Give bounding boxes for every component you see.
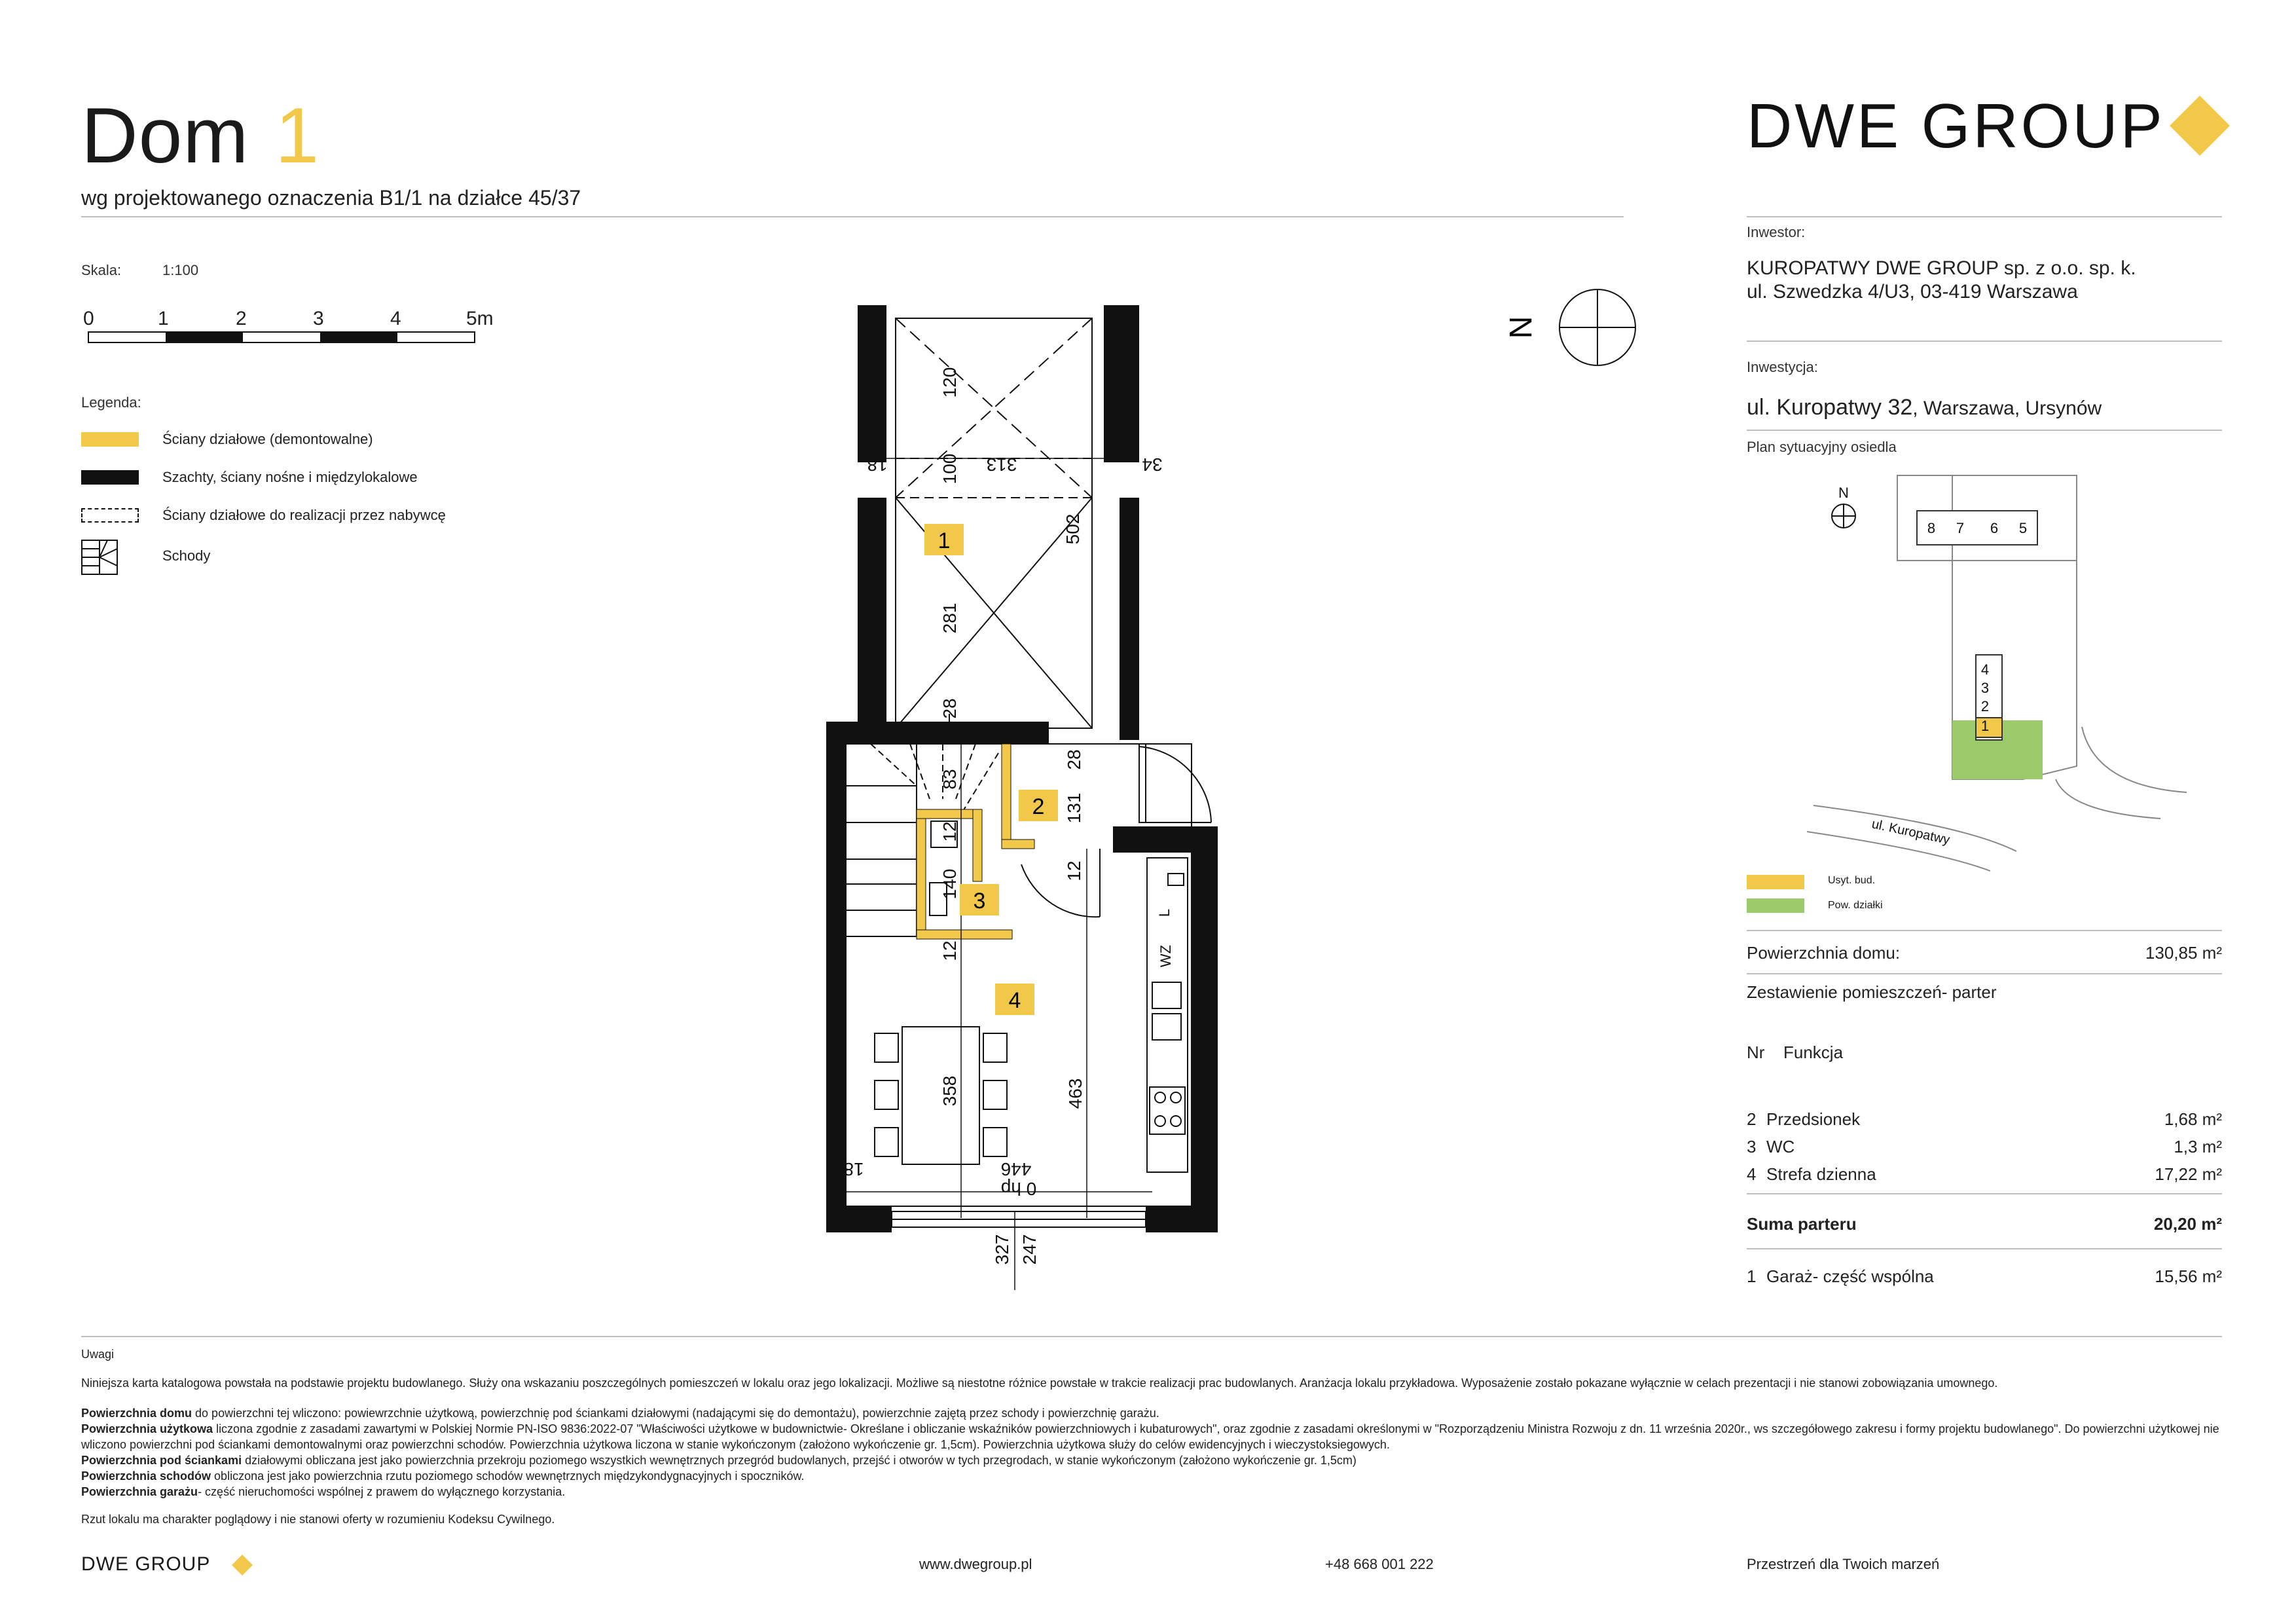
notes-title: Uwagi: [81, 1348, 115, 1361]
right-divider: [1747, 973, 2222, 974]
floor-plan: [812, 288, 1650, 1310]
investment-city: , Warszawa, Ursynów: [1912, 397, 2102, 419]
table-row: [1747, 1137, 2222, 1157]
legend-title: Legenda:: [81, 394, 141, 411]
right-divider: [1747, 430, 2222, 431]
title-text: Dom: [81, 92, 249, 179]
dim-label: 502: [1063, 513, 1083, 545]
definition-text: działowymi obliczana jest jako powierzchnia przekroju poziomego wszystkich wewnętrznych przegród budowlanych, przejść i otworów w tych przegrodach, w stanie wykończonym (założono wykończenie gr. 1,5cm): [242, 1454, 1357, 1467]
scale-ticks: [81, 308, 513, 330]
legend-item: [81, 540, 211, 575]
footer-brand-name: DWE GROUP: [81, 1553, 211, 1575]
house-label: 1: [1980, 718, 1990, 734]
definition: [81, 1405, 2235, 1421]
scale-tick: 2: [236, 308, 247, 329]
yellow-swatch: [81, 432, 139, 447]
dim-label: 358: [939, 1075, 960, 1107]
dim-label: 463: [1065, 1078, 1085, 1109]
black-swatch: [81, 470, 139, 485]
brand-name: DWE GROUP: [1747, 91, 2165, 161]
col-func: Funkcja: [1783, 1043, 1844, 1062]
scale-label: Skala:: [81, 262, 122, 278]
house-label: 5: [2018, 520, 2028, 536]
garage-area: 15,56 m²: [2155, 1266, 2222, 1286]
section-title: Zestawienie pomieszczeń- parter: [1747, 982, 1997, 1002]
brand-logo: [1747, 90, 2165, 162]
header-divider: [81, 216, 1624, 217]
room-nr: 4: [1747, 1164, 1757, 1184]
dim-label: 100: [939, 453, 960, 485]
total-row: [1747, 1214, 2222, 1234]
stairs-icon: [81, 540, 118, 575]
legend-label: Szachty, ściany nośne i międzylokalowe: [162, 469, 418, 485]
dim-label: 247: [1019, 1234, 1040, 1265]
right-divider: [1747, 930, 2222, 931]
room-area: 1,68 m²: [2164, 1109, 2222, 1129]
investment-label: Inwestycja:: [1747, 359, 1818, 375]
dashed-swatch: [81, 508, 139, 523]
investor-label: Inwestor:: [1747, 224, 1806, 240]
dim-label: 140: [939, 868, 960, 900]
footer-slogan: Przestrzeń dla Twoich marzeń: [1747, 1556, 1940, 1572]
investment-address: [1747, 396, 2102, 420]
scale-tick: 1: [158, 308, 169, 329]
total-label: Suma parteru: [1747, 1214, 1857, 1234]
definition: [81, 1421, 2235, 1452]
dim-label: 12: [939, 940, 960, 961]
room-nr: 2: [1747, 1109, 1757, 1129]
room-name: Strefa dzienna: [1766, 1164, 1876, 1184]
table-header: [1747, 1043, 2222, 1063]
house-label: 2: [1980, 698, 1990, 714]
dim-label: 120: [939, 367, 960, 398]
footer-brand: [81, 1553, 210, 1576]
right-divider: [1747, 1248, 2222, 1249]
room-name: WC: [1766, 1137, 1795, 1156]
wz-label: WZ: [1157, 944, 1174, 968]
notes-disclaimer: Rzut lokalu ma charakter poglądowy i nie stanowi oferty w rozumieniu Kodeksu Cywilnego.: [81, 1513, 555, 1526]
definition-term: Powierzchnia domu: [81, 1407, 192, 1420]
dim-label: 12: [939, 821, 960, 842]
notes-definitions: [81, 1405, 2235, 1500]
definition-term: Powierzchnia użytkowa: [81, 1422, 213, 1435]
right-divider: [1747, 1193, 2222, 1194]
dim-label: 18: [867, 454, 888, 475]
room-nr: 3: [1747, 1137, 1757, 1156]
definition-term: Powierzchnia schodów: [81, 1469, 211, 1483]
investor-line-1: KUROPATWY DWE GROUP sp. z o.o. sp. k.: [1747, 257, 2136, 279]
dim-label: 313: [986, 454, 1017, 475]
table-row: [1747, 1164, 2222, 1185]
footer-phone[interactable]: +48 668 001 222: [1325, 1556, 1434, 1572]
notes-paragraph: Niniejsza karta katalogowa powstała na podstawie projektu budowlanego. Służy ona wskazaniu poszczególnych pomieszczeń w lokalu oraz jego lokalizacji. Możliwe są niestotne różnice powstałe w trakcie realizacji prac budowlanych. Aranżacja lokalu przykładowa. Wyposażenie zostało pokazane wyłącznie w celach prezentacji i nie stanowi zobowiązania umownego.: [81, 1376, 1998, 1390]
dim-label: 28: [939, 698, 960, 719]
footer-website[interactable]: www.dwegroup.pl: [919, 1556, 1032, 1572]
legend-item: [81, 506, 446, 525]
l-label: L: [1156, 908, 1173, 917]
room-number: 4: [1008, 988, 1021, 1013]
north-label: N: [1503, 316, 1537, 339]
definition: [81, 1468, 2235, 1484]
definition: [81, 1452, 2235, 1468]
house-label: 7: [1956, 520, 1965, 536]
legend-label: Schody: [162, 547, 211, 564]
definition-text: - część nieruchomości wspólnej z prawem do wyłącznego korzystania.: [198, 1485, 566, 1498]
room-number: 3: [973, 889, 986, 913]
house-label: 6: [1990, 520, 1999, 536]
scale-tick: 3: [313, 308, 324, 329]
legend-item: [81, 430, 373, 449]
usyt-swatch: [1747, 875, 1804, 889]
dim-label: 28: [1064, 749, 1084, 770]
definition-text: liczona zgodnie z zasadami zawartymi w Polskiej Normie PN-ISO 9836:2022-07 "Właściwości użytkowe w budownictwie- Określane i obliczanie wskaźników powierzchniowych i kubaturowych", oraz zgodnie z zasadami określonymi w "Rozporządzeniu Ministra Rozwoju z dn. 11 września 2020r., ws szczegółowego zakresu i formy projektu budowlanego". Do powierzchni użytkowej nie wliczono powierzchni pod ściankami demontowalnymi oraz powierzchni schodów. Powierzchnia użytkowa liczona w stanie wykończonym (założono wykończenie gr. 1,5cm). Powierzchnia użytkowa służy do celów ewidencyjnych i wieczystoksiegowych.: [81, 1422, 2219, 1451]
room-number: 2: [1032, 794, 1045, 819]
dim-label: 34: [1142, 454, 1163, 475]
col-nr: Nr: [1747, 1043, 1765, 1062]
garage-nr: 1: [1747, 1266, 1757, 1286]
brand-diamond-icon: [2166, 92, 2234, 160]
page-subtitle: wg projektowanego oznaczenia B1/1 na działce 45/37: [81, 186, 581, 210]
room-number: 1: [938, 528, 951, 553]
area-label: Powierzchnia domu:: [1747, 943, 1901, 963]
legend-label: Ściany działowe do realizacji przez nabywcę: [162, 507, 446, 523]
dim-label: 0 hp: [1000, 1179, 1037, 1199]
definition-term: Powierzchnia pod ściankami: [81, 1454, 242, 1467]
definition-text: obliczona jest jako powierzchnia rzutu poziomego schodów wewnętrznych międzykondygnacyjnych i spoczników.: [211, 1469, 805, 1483]
north-arrow: [1503, 289, 1635, 365]
house-area-row: [1747, 943, 2222, 963]
scale-tick: 4: [390, 308, 401, 329]
dim-label: 327: [992, 1234, 1012, 1265]
house-label: 4: [1980, 661, 1990, 678]
site-plan-label: Plan sytuacyjny osiedla: [1747, 439, 1897, 455]
dim-label: 12: [1064, 860, 1084, 881]
house-label: 3: [1980, 680, 1990, 696]
investment-street: ul. Kuropatwy 32: [1747, 395, 1913, 420]
scale-bar: [88, 331, 481, 344]
dim-label: 281: [939, 602, 960, 634]
garage-row: [1747, 1266, 2222, 1287]
dim-label: 446: [1000, 1159, 1032, 1179]
right-divider: [1747, 341, 2222, 342]
street-label: ul. Kuropatwy: [1870, 817, 1952, 848]
scale-tick: 0: [83, 308, 94, 329]
total-value: 20,20 m²: [2153, 1214, 2222, 1234]
area-value: 130,85 m²: [2145, 943, 2222, 963]
site-plan: [1755, 458, 2226, 891]
site-north-label: N: [1838, 485, 1849, 501]
dzialka-swatch: [1747, 898, 1804, 913]
room-area: 17,22 m²: [2155, 1164, 2222, 1184]
definition-term: Powierzchnia garażu: [81, 1485, 198, 1498]
legend-label: Ściany działowe (demontowalne): [162, 431, 373, 447]
room-name: Przedsionek: [1766, 1109, 1861, 1129]
usyt-label: Usyt. bud.: [1828, 875, 1876, 886]
scale-tick: 5m: [466, 308, 494, 329]
room-area: 1,3 m²: [2174, 1137, 2222, 1156]
dim-label: 18: [843, 1159, 864, 1179]
dim-label: 83: [939, 769, 960, 790]
footer-diamond-icon: [230, 1553, 254, 1577]
dim-label: 131: [1064, 792, 1084, 824]
page-title: [81, 90, 319, 181]
definition: [81, 1484, 2235, 1500]
definition-text: do powierzchni tej wliczono: powiewrzchnie użytkową, powierzchnię pod ściankami działowymi (nadającymi się do demontażu), powierzchnie zajętą przez schody i powierzchnię garażu.: [192, 1407, 1159, 1420]
table-row: [1747, 1109, 2222, 1130]
scale-value: 1:100: [162, 262, 199, 278]
house-label: 8: [1927, 520, 1936, 536]
garage-name: Garaż- część wspólna: [1766, 1266, 1934, 1286]
investor-line-2: ul. Szwedzka 4/U3, 03-419 Warszawa: [1747, 281, 2078, 303]
notes-divider: [81, 1336, 2222, 1337]
legend-item: [81, 468, 418, 487]
dzialka-label: Pow. działki: [1828, 900, 1883, 911]
right-divider: [1747, 216, 2222, 217]
house-number: 1: [275, 92, 320, 179]
